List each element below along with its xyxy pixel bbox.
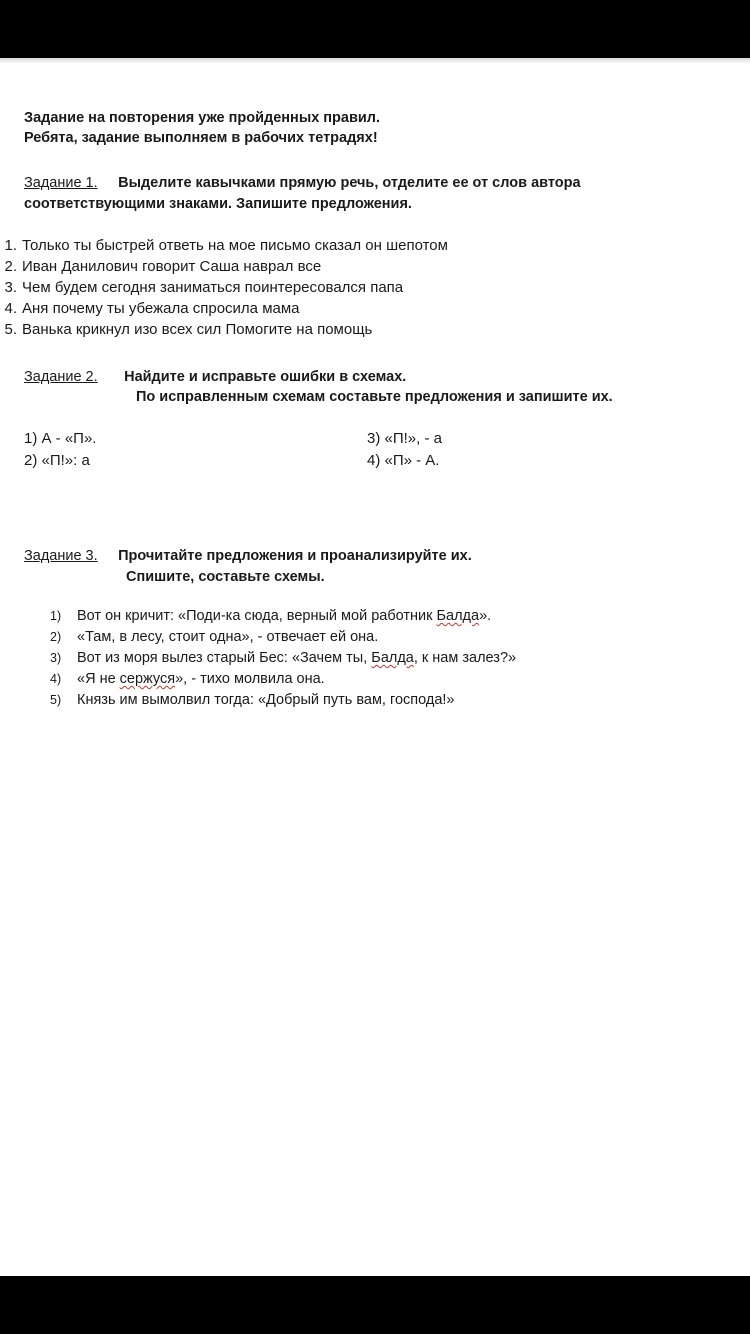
scheme-3: 3) «П!», - а bbox=[367, 430, 442, 447]
task3-title-line2: Спишите, составьте схемы. bbox=[126, 569, 325, 585]
task2-title-line1: Найдите и исправьте ошибки в схемах. bbox=[124, 369, 407, 385]
task1-title-line1: Выделите кавычками прямую речь, отделите ее от слов автора bbox=[118, 175, 581, 191]
item-text-end: », - тихо молвила она. bbox=[175, 671, 325, 687]
scheme-1: 1) А - «П». bbox=[24, 430, 97, 447]
item-number: 1. bbox=[4, 237, 17, 254]
item-number: 5. bbox=[4, 321, 17, 338]
list-item bbox=[50, 627, 516, 648]
item-number: 2. bbox=[4, 258, 17, 275]
list-item bbox=[50, 648, 516, 669]
list-item bbox=[0, 298, 448, 319]
item-number: 3. bbox=[4, 279, 17, 296]
list-item bbox=[0, 235, 448, 256]
item-text: Князь им вымолвил тогда: «Добрый путь вам, господа!» bbox=[77, 692, 455, 708]
item-text: Ванька крикнул изо всех сил Помогите на помощь bbox=[22, 321, 373, 338]
item-text: Чем будем сегодня заниматься поинтересовался папа bbox=[22, 279, 404, 296]
item-number: 4) bbox=[50, 672, 62, 686]
item-text: Иван Данилович говорит Саша наврал все bbox=[22, 258, 322, 275]
bottom-black-bar bbox=[0, 1276, 750, 1334]
task2-title-line2: По исправленным схемам составьте предложения и запишите их. bbox=[136, 389, 613, 405]
list-item bbox=[0, 256, 448, 277]
scheme-2: 2) «П!»: а bbox=[24, 452, 90, 469]
item-text: Только ты быстрей ответь на мое письмо сказал он шепотом bbox=[22, 237, 448, 254]
task3-label: Задание 3. bbox=[24, 548, 98, 564]
item-text-end: ». bbox=[479, 608, 492, 624]
task1-title-line2: соответствующими знаками. Запишите предложения. bbox=[24, 196, 412, 212]
list-item bbox=[0, 277, 448, 298]
intro-line-1: Задание на повторения уже пройденных правил. bbox=[24, 110, 381, 126]
scheme-4: 4) «П» - А. bbox=[367, 452, 440, 469]
item-number: 5) bbox=[50, 693, 62, 707]
task1-list bbox=[0, 235, 448, 340]
item-text: «Там, в лесу, стоит одна», - отвечает ей она. bbox=[77, 629, 379, 645]
list-item bbox=[50, 606, 516, 627]
intro-line-2: Ребята, задание выполняем в рабочих тетрадях! bbox=[24, 130, 378, 146]
item-number: 1) bbox=[50, 609, 62, 623]
item-text: Аня почему ты убежала спросила мама bbox=[22, 300, 300, 317]
item-number: 3) bbox=[50, 651, 62, 665]
list-item bbox=[0, 319, 448, 340]
task1-heading bbox=[24, 172, 581, 194]
item-number: 4. bbox=[4, 300, 17, 317]
spellcheck-word: Балда bbox=[436, 608, 480, 624]
spellcheck-word: сержуся bbox=[119, 671, 176, 687]
task3-heading bbox=[24, 545, 472, 567]
task2-heading bbox=[24, 366, 406, 388]
item-text: Вот из моря вылез старый Бес: «Зачем ты, bbox=[77, 650, 372, 666]
item-text-end: , к нам залез?» bbox=[413, 650, 517, 666]
list-item bbox=[50, 669, 516, 690]
task3-list bbox=[50, 606, 516, 711]
task2-label: Задание 2. bbox=[24, 369, 98, 385]
spellcheck-word: Балда bbox=[371, 650, 414, 666]
item-number: 2) bbox=[50, 630, 62, 644]
item-text: «Я не bbox=[77, 671, 120, 687]
task3-title-line1: Прочитайте предложения и проанализируйте их. bbox=[118, 548, 472, 564]
item-text: Вот он кричит: «Поди-ка сюда, верный мой работник bbox=[77, 608, 437, 624]
task1-label: Задание 1. bbox=[24, 175, 98, 191]
list-item bbox=[50, 690, 516, 711]
